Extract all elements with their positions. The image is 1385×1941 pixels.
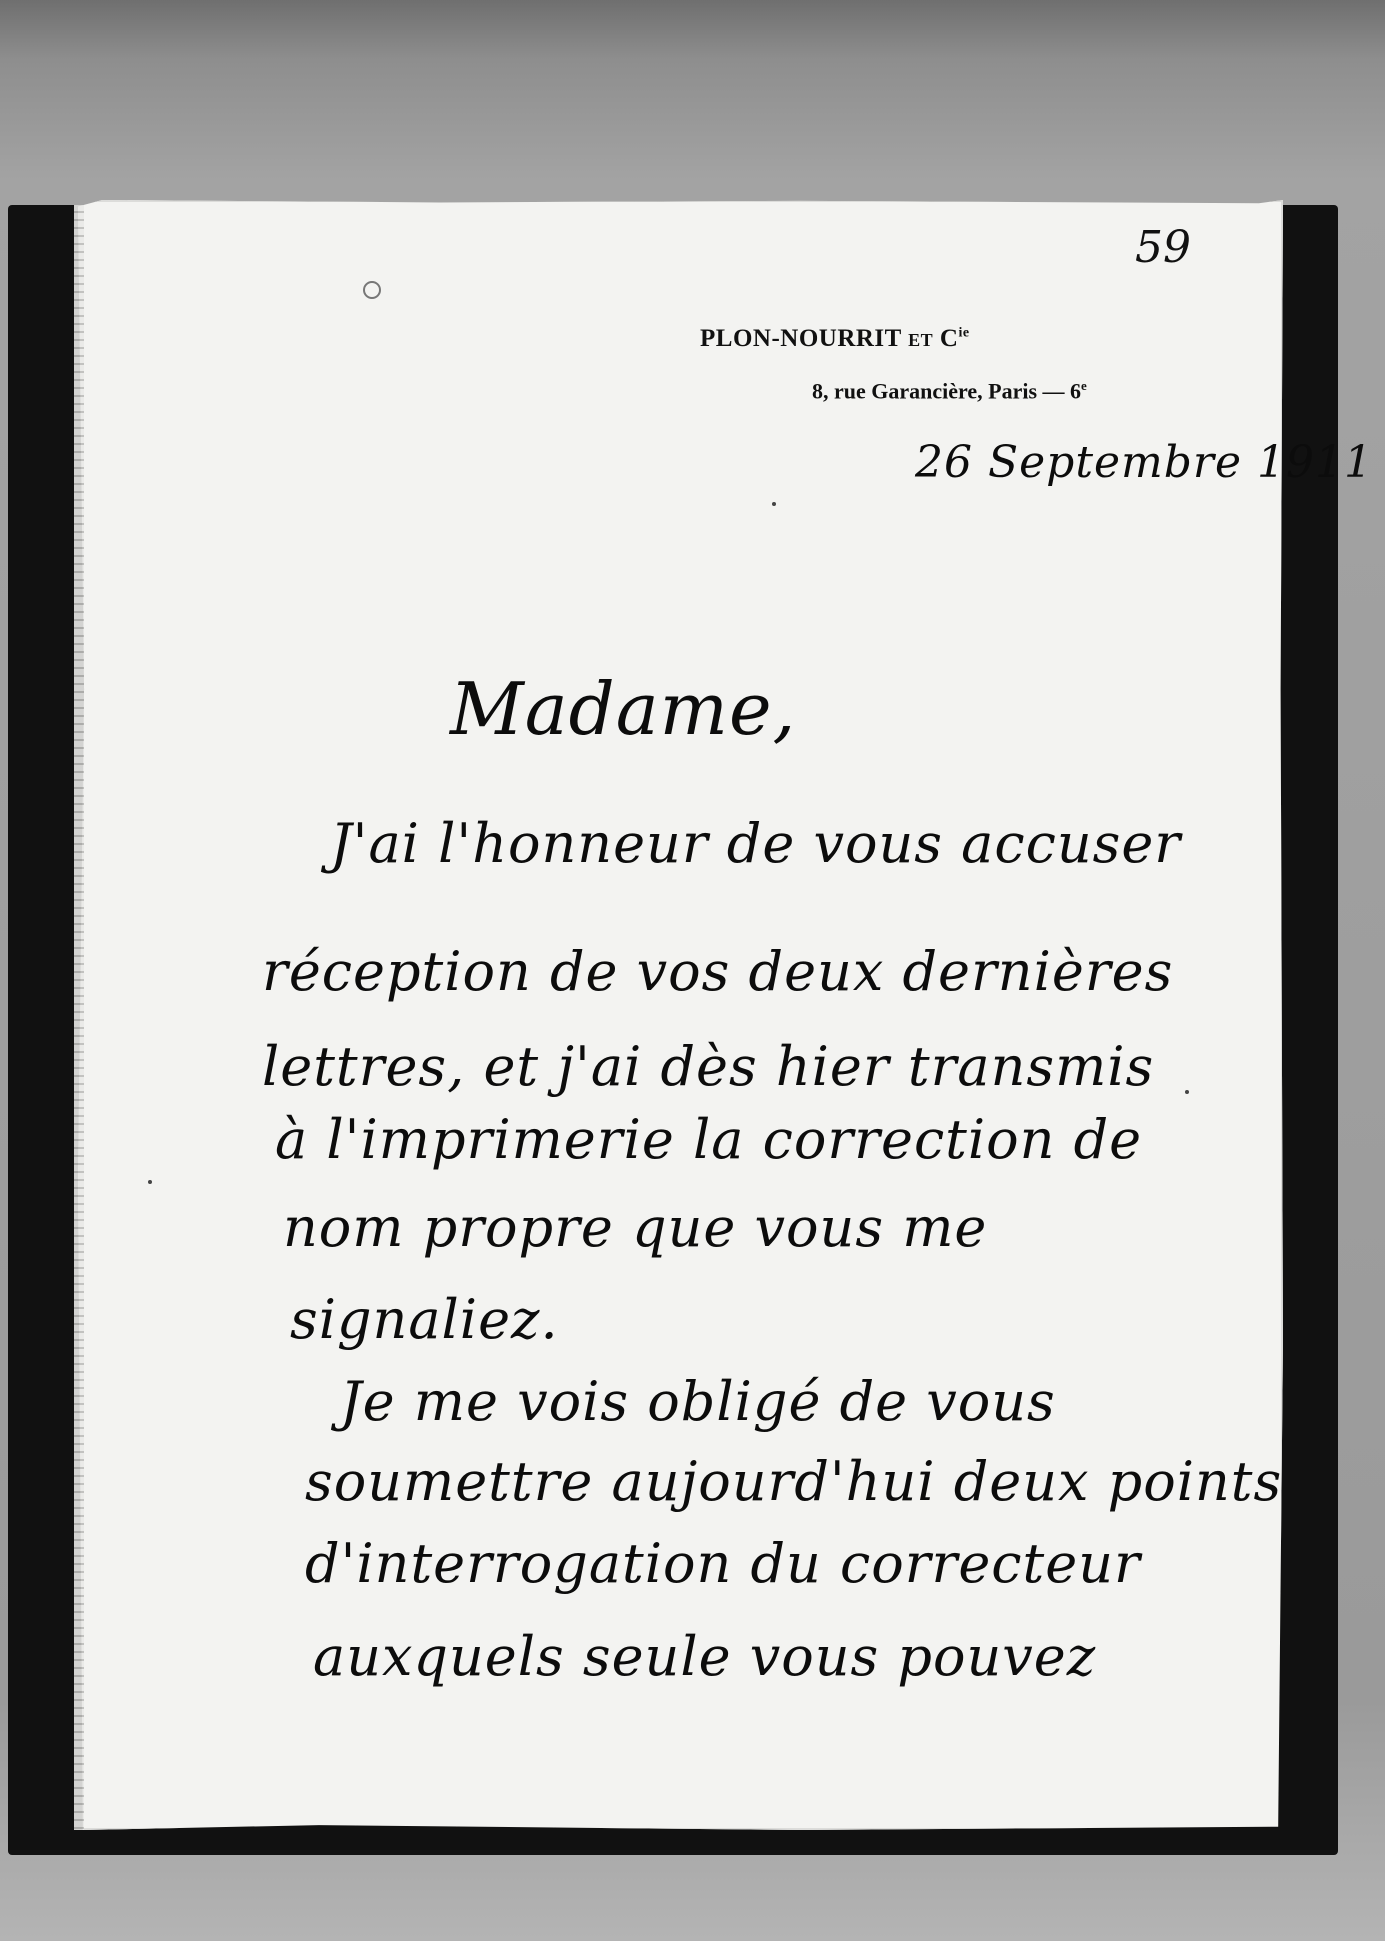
folio-number: 59 xyxy=(1135,222,1191,273)
ink-speck xyxy=(148,1180,152,1184)
address-text: 8, rue Garancière, Paris — 6 xyxy=(812,378,1082,404)
letterhead-address xyxy=(812,378,1087,404)
body-line: à l'imprimerie la correction de xyxy=(275,1108,1143,1171)
letter-date: 26 Septembre 1911 xyxy=(915,437,1373,488)
ink-speck xyxy=(1185,1090,1189,1094)
address-arrondissement-suffix: e xyxy=(1081,378,1087,393)
punch-hole-mark xyxy=(363,281,381,299)
company-et: ET xyxy=(908,330,934,350)
body-line: réception de vos deux dernières xyxy=(262,940,1174,1003)
letterhead-company xyxy=(700,325,970,353)
body-line: lettres, et j'ai dès hier transmis xyxy=(262,1035,1155,1098)
body-line: soumettre aujourd'hui deux points xyxy=(305,1450,1283,1513)
company-name: PLON-NOURRIT xyxy=(700,325,902,352)
body-line: signaliez. xyxy=(290,1288,559,1351)
body-line: J'ai l'honneur de vous accuser xyxy=(330,812,1182,875)
body-line: d'interrogation du correcteur xyxy=(305,1532,1141,1595)
deckled-edge xyxy=(74,205,84,1830)
body-line: nom propre que vous me xyxy=(283,1196,988,1259)
ink-speck xyxy=(772,502,776,506)
company-abbrev-suffix: ie xyxy=(958,325,970,341)
body-line: auxquels seule vous pouvez xyxy=(313,1625,1097,1688)
body-line: Je me vois obligé de vous xyxy=(340,1370,1056,1433)
salutation: Madame, xyxy=(450,667,797,751)
company-abbrev: C xyxy=(939,325,959,352)
